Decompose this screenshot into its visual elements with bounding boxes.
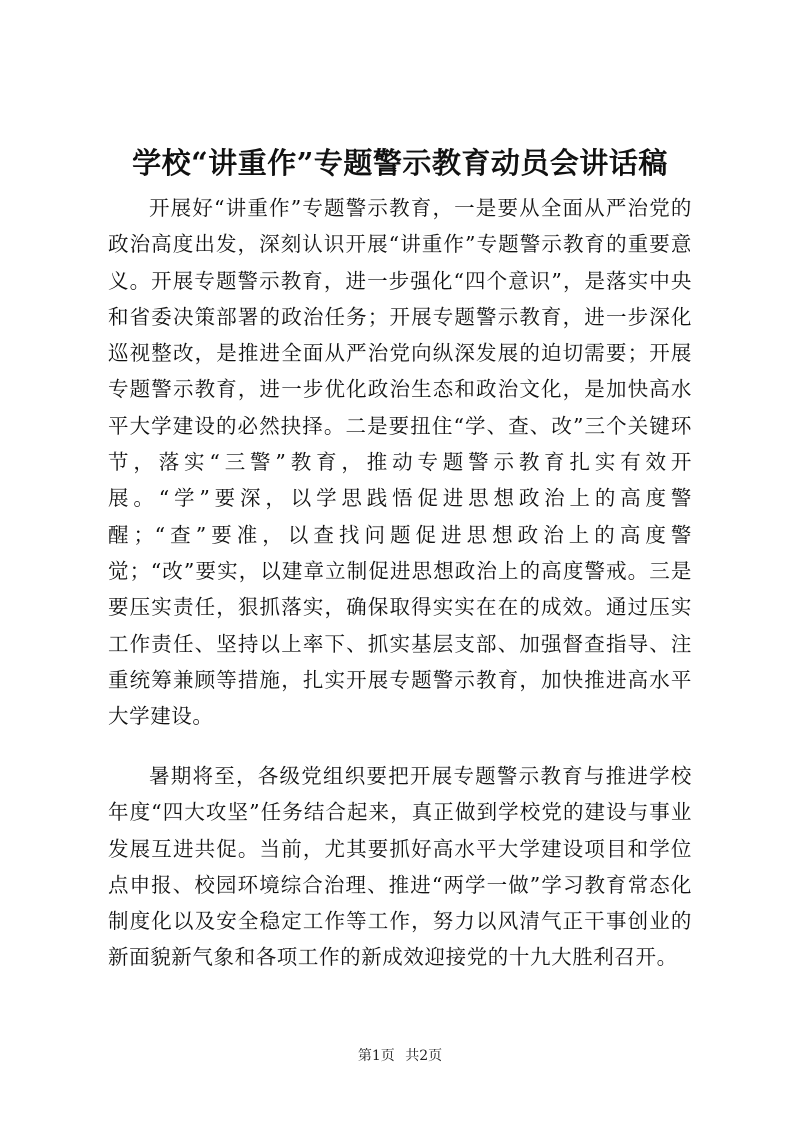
- document-title: 学校“讲重作”专题警示教育动员会讲话稿: [132, 146, 668, 180]
- paragraph-2: 暑期将至，各级党组织要把开展专题警示教育与推进学校年度“四大攻坚”任务结合起来，真正做到学校党的建设与事业发展互进共促。当前，尤其要抓好高水平大学建设项目和学位点申报、校园环境综合治理、推进“两学一做”学习教育常态化制度化以及安全稳定工作等工作，努力以风清气正干事创业的新面貌新气象和各项工作的新成效迎接党的十九大胜利召开。: [108, 764, 692, 970]
- page-footer: [0, 1046, 800, 1066]
- page-number: 第1页: [357, 1048, 395, 1064]
- paragraph-1: 开展好“讲重作”专题警示教育，一是要从全面从严治党的政治高度出发，深刻认识开展“讲重作”专题警示教育的重要意义。开展专题警示教育，进一步强化“四个意识”，是落实中央和省委决策部署的政治任务；开展专题警示教育，进一步深化巡视整改，是推进全面从严治党向纵深发展的迫切需要；开展专题警示教育，进一步优化政治生态和政治文化，是加快高水平大学建设的必然抉择。二是要扭住“学、查、改”三个关键环节，落实“三警”教育，推动专题警示教育扎实有效开展。“学”要深，以学思践悟促进思想政治上的高度警醒；“查”要准，以查找问题促进思想政治上的高度警觉；“改”要实，以建章立制促进思想政治上的高度警戒。三是要压实责任，狠抓落实，确保取得实实在在的成效。通过压实工作责任、坚持以上率下、抓实基层支部、加强督查指导、注重统筹兼顾等措施，扎实开展专题警示教育，加快推进高水平大学建设。: [108, 196, 692, 729]
- page-total: 共2页: [405, 1048, 443, 1064]
